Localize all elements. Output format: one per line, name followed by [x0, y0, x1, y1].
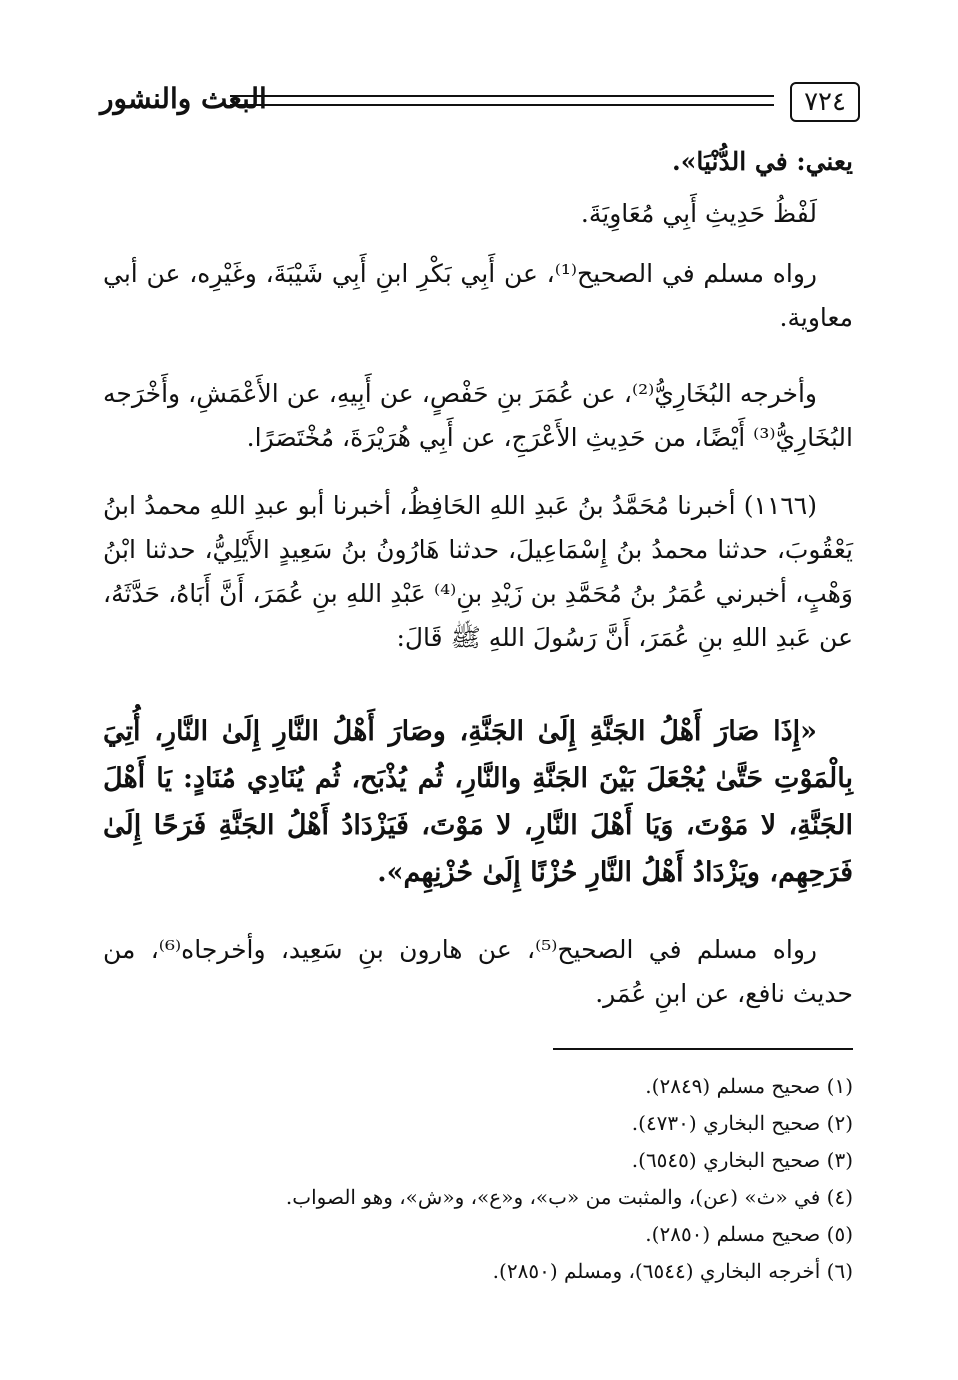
footnote-separator	[553, 1048, 853, 1050]
page-number: ٧٢٤	[790, 82, 860, 122]
paragraph-isnad: (١١٦٦) أخبرنا مُحَمَّدُ بنُ عَبدِ اللهِ الحَافِظُ، أخبرنا أبو عبدِ اللهِ محمدُ ابنُ يَعْقُوبَ، حدثنا محمدُ بنُ إِسْمَاعِيلَ، حدثنا هَارُونُ بنُ سَعِيدٍ الأَيْلِيُّ، حدثنا ابْنُ وَهْبٍ، أخبرني عُمَرُ بنُ مُحَمَّدِ بن زَيْدِ بنِ⁽⁴⁾ عَبْدِ اللهِ بنِ عُمَرَ، أَنَّ أَبَاهُ، حَدَّثَهُ، عن عَبدِ اللهِ بنِ عُمَرَ، أَنَّ رَسُولَ اللهِ ﷺ قَالَ:	[103, 491, 853, 652]
footnote-1: (١) صحيح مسلم (٢٨٤٩).	[645, 1074, 853, 1098]
text-line-1: يعني: في الدُّنْيَا».	[672, 147, 853, 176]
paragraph-1: رواه مسلم في الصحيح⁽¹⁾، عن أَبِي بَكْرِ ابنِ أَبِي شَيْبَةَ، وغَيْرِه، عن أبي معاوية.	[103, 259, 853, 332]
book-title: البعث والنشور	[100, 82, 267, 115]
text-line-2: لَفْظُ حَدِيثِ أَبِي مُعَاوِيَةَ.	[580, 199, 817, 228]
paragraph-4: رواه مسلم في الصحيح⁽⁵⁾، عن هارون بنِ سَعِيد، وأخرجاه⁽⁶⁾، من حديث نافع، عن ابنِ عُمَر.	[103, 935, 853, 1008]
footnotes	[103, 1068, 853, 1290]
paragraph-2: وأخرجه البُخَارِيُّ⁽²⁾، عن عُمَرَ بنِ حَفْصٍ، عن أَبِيهِ، عن الأَعْمَشِ، وأَخْرَجه البُخَارِيُّ⁽³⁾ أَيْضًا، من حَدِيثِ الأَعْرَجِ، عن أَبِي هُرَيْرَةَ، مُخْتَصَرًا.	[103, 379, 853, 452]
footnote-6: (٦) أخرجه البخاري (٦٥٤٤)، ومسلم (٢٨٥٠).	[492, 1259, 853, 1283]
page-header	[100, 80, 860, 124]
footnote-5: (٥) صحيح مسلم (٢٨٥٠).	[645, 1222, 853, 1246]
header-rule	[230, 95, 774, 106]
footnote-2: (٢) صحيح البخاري (٤٧٣٠).	[631, 1111, 853, 1135]
footnote-3: (٣) صحيح البخاري (٦٥٤٥).	[631, 1148, 853, 1172]
hadith-text: «إِذَا صَارَ أَهْلُ الجَنَّةِ إِلَىٰ الجَنَّةِ، وصَارَ أَهْلُ النَّارِ إِلَىٰ النَّارِ، أُتِيَ بِالْمَوْتِ حَتَّىٰ يُجْعَلَ بَيْنَ الجَنَّةِ والنَّارِ، ثُم يُذْبَح، ثُم يُنَادِي مُنَادٍ: يَا أَهْلَ الجَنَّةِ، لا مَوْتَ، وَيَا أَهْلَ النَّارِ، لا مَوْتَ، فَيَزْدَادُ أَهْلُ الجَنَّةِ فَرَحًا إِلَىٰ فَرَحِهِم، ويَزْدَادُ أَهْلُ النَّارِ حُزْنًا إِلَىٰ حُزْنِهِم».	[103, 716, 853, 888]
footnote-4: (٤) في «ث» (عن)، والمثبت من «ب»، و«ع»، و«ش»، وهو الصواب.	[285, 1185, 853, 1209]
